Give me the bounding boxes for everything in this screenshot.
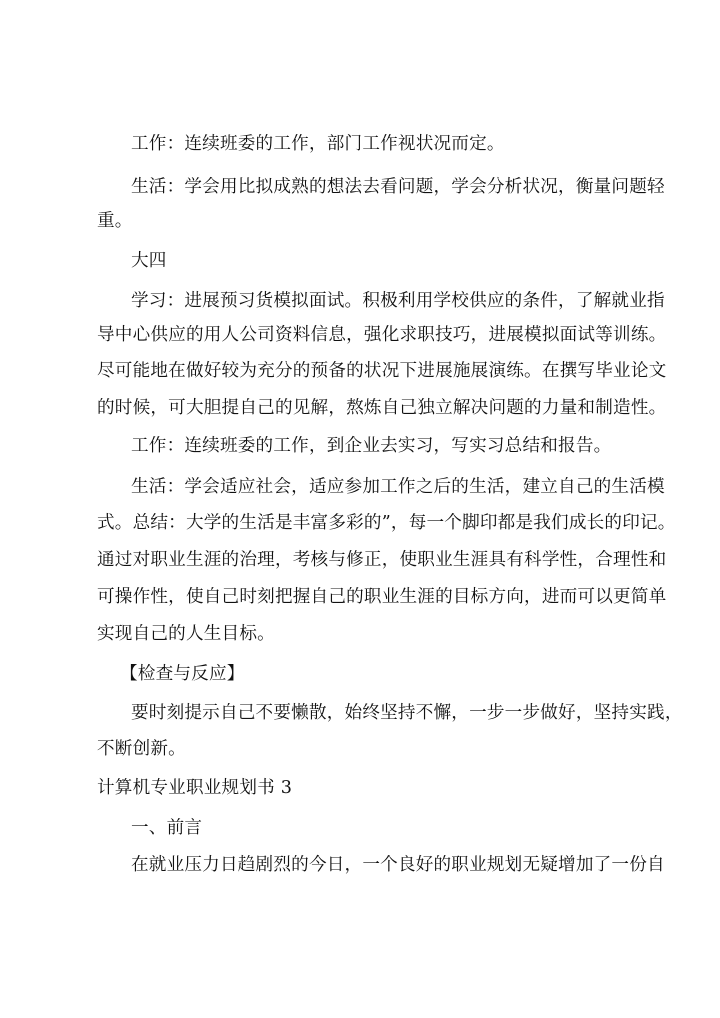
paragraph-life-1: 生活：学会用比拟成熟的想法去看问题，学会分析状况，衡量问题轻 (131, 177, 665, 197)
paragraph-work-1: 工作：连续班委的工作，部门工作视状况而定。 (131, 134, 505, 154)
section-heading-preface: 一、前言 (131, 818, 203, 838)
paragraph-preface: 在就业压力日趋剧烈的今日，一个良好的职业规划无疑增加了一份自 (131, 855, 665, 875)
paragraph-study: 学习：进展预习货模拟面试。积极利用学校供应的条件，了解就业指 (131, 291, 665, 311)
heading-year-four: 大四 (131, 251, 167, 271)
paragraph-summary-line-3: 可操作性，使自己时刻把握自己的职业生涯的目标方向，进而可以更简单 (97, 587, 667, 607)
paragraph-summary-line-4: 实现自己的人生目标。 (97, 624, 275, 644)
paragraph-study-line-2: 导中心供应的用人公司资料信息，强化求职技巧，进展模拟面试等训练。 (97, 325, 667, 345)
paragraph-summary-line-2: 通过对职业生涯的治理，考核与修正，使职业生涯具有科学性，合理性和 (97, 550, 667, 570)
section-heading-review: 【检查与反应】 (120, 664, 245, 684)
paragraph-summary: 式。总结：大学的生活是丰富多彩的”，每一个脚印都是我们成长的印记。 (97, 513, 676, 533)
paragraph-study-line-4: 的时候，可大胆提自己的见解，熬炼自己独立解决问题的力量和制造性。 (97, 398, 667, 418)
paragraph-work-2: 工作：连续班委的工作，到企业去实习，写实习总结和报告。 (131, 436, 612, 456)
paragraph-life-2: 生活：学会适应社会，适应参加工作之后的生活，建立自己的生活模 (131, 477, 665, 497)
paragraph-review: 要时刻提示自己不要懒散，始终坚持不懈，一步一步做好，坚持实践， (131, 703, 683, 723)
document-title-plan-3: 计算机专业职业规划书 3 (97, 778, 293, 798)
paragraph-life-1-cont: 重。 (97, 211, 133, 231)
paragraph-review-cont: 不断创新。 (97, 739, 186, 759)
paragraph-study-line-3: 尽可能地在做好较为充分的预备的状况下进展施展演练。在撰写毕业论文 (97, 361, 667, 381)
